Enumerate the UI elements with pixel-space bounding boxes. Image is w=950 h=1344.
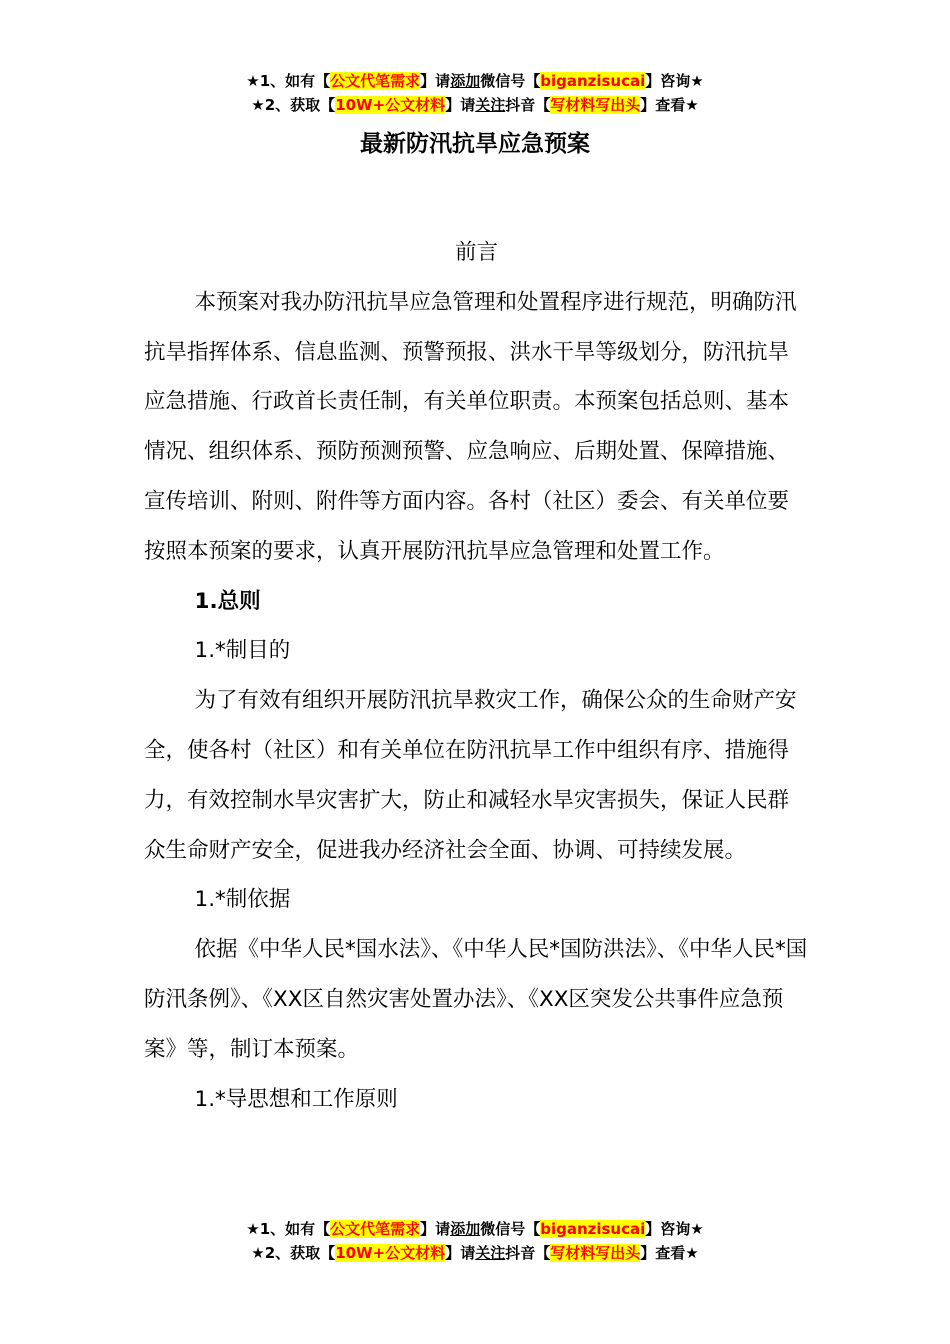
- subsection-heading: 1.*制目的: [194, 638, 291, 664]
- banner-highlight: 写材料写出头: [550, 96, 641, 114]
- subsection-heading: 1.*导思想和工作原则: [194, 1086, 398, 1112]
- banner-text: 】查看★: [640, 96, 699, 114]
- banner-text: ★2、获取【: [251, 96, 336, 114]
- header-banner: [0, 69, 950, 117]
- banner-highlight: 写材料写出头: [550, 1244, 641, 1262]
- footer-banner: [0, 1217, 950, 1265]
- banner-highlight: 公文代笔需求: [330, 72, 421, 90]
- banner-text: ★2、获取【: [251, 1244, 336, 1262]
- banner-text: ★1、如有【: [246, 1220, 331, 1238]
- banner-highlight: 10W+公文材料: [335, 1244, 446, 1262]
- body-paragraph: 为了有效有组织开展防汛抗旱救灾工作，确保公众的生命财产安全，使各村（社区）和有关单位在防汛抗旱工作中组织有序、措施得力，有效控制水旱灾害扩大，防止和减轻水旱灾害损失，保证人民群众生命财产安全，促进我办经济社会全面、协调、可持续发展。: [144, 688, 797, 863]
- banner-line-1: [0, 1217, 950, 1241]
- banner-text: 抖音【: [505, 1244, 551, 1262]
- subsection-heading: 1.*制依据: [194, 887, 291, 913]
- banner-text: 】请: [445, 96, 476, 114]
- banner-text: 】咨询★: [645, 72, 704, 90]
- banner-text: 微信号【: [480, 1220, 541, 1238]
- banner-highlight: biganzisucai: [540, 1220, 646, 1238]
- section-heading: 1.总则: [194, 588, 261, 614]
- banner-underline: 关注: [475, 96, 506, 114]
- banner-text: 】请: [445, 1244, 476, 1262]
- document-body: [144, 228, 809, 1124]
- body-paragraph: 依据《中华人民*国水法》、《中华人民*国防洪法》、《中华人民*国防汛条例》、《XX区自然灾害处置办法》、《XX区突发公共事件应急预案》等，制订本预案。: [144, 937, 808, 1062]
- banner-text: 】咨询★: [645, 1220, 704, 1238]
- banner-text: 】请: [420, 72, 451, 90]
- banner-text: ★1、如有【: [246, 72, 331, 90]
- banner-underline: 添加: [450, 1220, 481, 1238]
- banner-underline: 关注: [475, 1244, 506, 1262]
- banner-text: 】查看★: [640, 1244, 699, 1262]
- banner-highlight: biganzisucai: [540, 72, 646, 90]
- banner-text: 】请: [420, 1220, 451, 1238]
- banner-line-2: [0, 1241, 950, 1265]
- banner-text: 微信号【: [480, 72, 541, 90]
- banner-line-1: [0, 69, 950, 93]
- preface-heading: 前言: [454, 240, 498, 265]
- banner-text: 抖音【: [505, 96, 551, 114]
- preface-paragraph: 本预案对我办防汛抗旱应急管理和处置程序进行规范，明确防汛抗旱指挥体系、信息监测、预警预报、洪水干旱等级划分，防汛抗旱应急措施、行政首长责任制，有关单位职责。本预案包括总则、基本情况、组织体系、预防预测预警、应急响应、后期处置、保障措施、宣传培训、附则、附件等方面内容。各村（社区）委会、有关单位要按照本预案的要求，认真开展防汛抗旱应急管理和处置工作。: [144, 289, 797, 564]
- banner-highlight: 公文代笔需求: [330, 1220, 421, 1238]
- banner-highlight: 10W+公文材料: [335, 96, 446, 114]
- banner-line-2: [0, 93, 950, 117]
- banner-underline: 添加: [450, 72, 481, 90]
- document-title: 最新防汛抗旱应急预案: [360, 131, 590, 157]
